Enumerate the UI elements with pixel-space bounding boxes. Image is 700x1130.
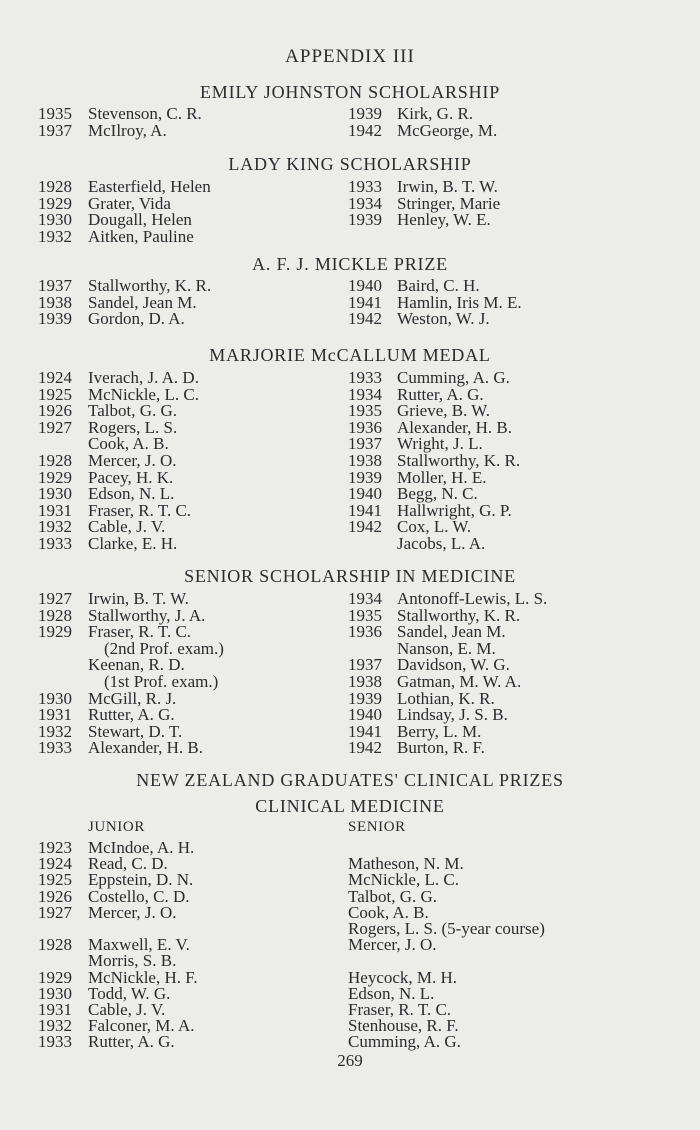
senior-name: Heycock, M. H. — [348, 967, 458, 987]
entry-name: Begg, N. C. — [397, 484, 478, 504]
entry-year: 1927 — [38, 902, 72, 922]
entry-year: 1942 — [348, 517, 382, 537]
senior-name: McNickle, L. C. — [348, 870, 459, 890]
entry-name: Rutter, A. G. — [397, 384, 484, 404]
entry-name: Fraser, R. T. C. — [88, 622, 192, 642]
junior-name: Todd, W. G. — [88, 983, 171, 1003]
entry-year: 1929 — [38, 622, 72, 642]
entry-name: Fraser, R. T. C. — [88, 500, 192, 520]
entry-year: 1930 — [38, 210, 72, 230]
appendix-title: APPENDIX III — [285, 46, 415, 67]
entry-name: Nanson, E. M. — [397, 638, 496, 658]
entry-year: 1941 — [348, 721, 382, 741]
junior-name: Falconer, M. A. — [88, 1016, 195, 1036]
entry-name: Hamlin, Iris M. E. — [397, 292, 522, 312]
entry-year: 1926 — [38, 886, 72, 906]
entry-year: 1927 — [38, 417, 72, 437]
entry-name: Kirk, G. R. — [397, 104, 474, 123]
entry-name: Aitken, Pauline — [88, 226, 194, 246]
entry-name: Dougall, Helen — [88, 210, 192, 230]
entry-year: 1940 — [348, 484, 382, 504]
entry-year: 1929 — [38, 467, 72, 487]
entry-year: 1929 — [38, 967, 72, 987]
entry-year: 1937 — [38, 276, 72, 295]
entry-year: 1927 — [38, 589, 72, 608]
entry-name: Baird, C. H. — [397, 276, 480, 295]
senior-name: Matheson, N. M. — [348, 854, 464, 874]
entry-year: 1924 — [38, 854, 72, 874]
senior-name: Talbot, G. G. — [348, 886, 437, 906]
entry-name: McNickle, L. C. — [88, 384, 199, 404]
entry-name: Iverach, J. A. D. — [88, 368, 199, 387]
entry-name: Henley, W. E. — [397, 210, 491, 230]
entry-name: Cumming, A. G. — [397, 368, 510, 387]
entry-name: Moller, H. E. — [397, 467, 487, 487]
entry-year: 1929 — [38, 193, 72, 213]
heading-mccallum-medal: MARJORIE McCALLUM MEDAL — [209, 345, 491, 365]
entry-year: 1941 — [348, 500, 382, 520]
senior-name: Rogers, L. S. (5-year course) — [348, 919, 545, 938]
senior-name: Cook, A. B. — [348, 902, 429, 922]
entry-year: 1939 — [348, 104, 382, 123]
entry-year: 1930 — [38, 983, 72, 1003]
entry-year: 1932 — [38, 721, 72, 741]
entry-year: 1931 — [38, 500, 72, 520]
entry-year: 1930 — [38, 484, 72, 504]
entry-year: 1933 — [38, 738, 72, 758]
entry-year: 1938 — [348, 672, 382, 691]
entry-year: 1936 — [348, 622, 382, 642]
entry-name: McGill, R. J. — [88, 688, 177, 708]
entry-name: Grater, Vida — [88, 193, 171, 213]
entry-name: Lindsay, J. S. B. — [397, 705, 508, 725]
entry-year: 1923 — [38, 838, 72, 857]
entry-year: 1937 — [348, 434, 382, 454]
entry-year: 1937 — [38, 120, 72, 140]
senior-name: Fraser, R. T. C. — [348, 1000, 452, 1019]
entry-name: Edson, N. L. — [88, 484, 175, 504]
entry-year: 1939 — [348, 467, 382, 487]
entry-name: Stallworthy, K. R. — [88, 276, 212, 295]
junior-name: Maxwell, E. V. — [88, 935, 190, 955]
entry-year: 1925 — [38, 384, 72, 404]
entry-year: 1939 — [348, 688, 382, 708]
entry-name: Keenan, R. D. — [88, 655, 185, 675]
heading-lady-king: LADY KING SCHOLARSHIP — [228, 154, 472, 174]
junior-name: Costello, C. D. — [88, 886, 190, 906]
entry-name: Burton, R. F. — [397, 738, 485, 758]
senior-name: Edson, N. L. — [348, 983, 435, 1003]
junior-name: Eppstein, D. N. — [88, 870, 194, 890]
senior-name: Stenhouse, R. F. — [348, 1016, 459, 1036]
junior-name: McNickle, H. F. — [88, 967, 198, 987]
entry-year: 1939 — [38, 309, 72, 329]
entry-year: 1930 — [38, 688, 72, 708]
entry-name: Hallwright, G. P. — [397, 500, 512, 520]
entry-year: 1942 — [348, 120, 382, 140]
junior-name: Read, C. D. — [88, 854, 168, 874]
entry-name: Talbot, G. G. — [88, 401, 177, 421]
entry-name: Grieve, B. W. — [397, 401, 491, 421]
entry-year: 1933 — [348, 177, 382, 196]
entry-name: Stallworthy, K. R. — [397, 451, 521, 470]
entry-year: 1938 — [38, 292, 72, 312]
page-number: 269 — [337, 1051, 363, 1070]
entry-year: 1934 — [348, 193, 382, 213]
entry-year: 1934 — [348, 384, 382, 404]
senior-name: Cumming, A. G. — [348, 1032, 461, 1052]
entry-year: 1939 — [348, 210, 382, 230]
entry-year: 1934 — [348, 589, 382, 608]
entry-name: (1st Prof. exam.) — [104, 672, 219, 691]
entry-year: 1924 — [38, 368, 72, 387]
entry-name: Easterfield, Helen — [88, 177, 211, 196]
entry-name: Davidson, W. G. — [397, 655, 510, 675]
entry-year: 1932 — [38, 1016, 72, 1036]
entry-year: 1936 — [348, 417, 382, 437]
entry-name: Stallworthy, J. A. — [88, 605, 206, 625]
entry-year: 1928 — [38, 605, 72, 625]
entry-year: 1931 — [38, 1000, 72, 1019]
entry-name: Gordon, D. A. — [88, 309, 185, 329]
junior-label: JUNIOR — [88, 819, 145, 835]
entry-name: Rutter, A. G. — [88, 705, 175, 725]
entry-name: Alexander, H. B. — [88, 738, 203, 758]
junior-name: Mercer, J. O. — [88, 902, 177, 922]
entry-year: 1942 — [348, 738, 382, 758]
entry-name: Sandel, Jean M. — [88, 292, 197, 312]
entry-year: 1941 — [348, 292, 382, 312]
entry-name: Antonoff-Lewis, L. S. — [397, 589, 548, 608]
entry-name: Stallworthy, K. R. — [397, 605, 521, 625]
entry-name: Pacey, H. K. — [88, 467, 174, 487]
entry-year: 1933 — [348, 368, 382, 387]
entry-year: 1933 — [38, 1032, 72, 1052]
junior-name: Rutter, A. G. — [88, 1032, 175, 1052]
entry-name: Stewart, D. T. — [88, 721, 183, 741]
entry-name: Lothian, K. R. — [397, 688, 495, 708]
entry-name: McIlroy, A. — [88, 120, 167, 140]
entry-year: 1935 — [348, 605, 382, 625]
entry-name: Alexander, H. B. — [397, 417, 512, 437]
junior-name: Cable, J. V. — [88, 1000, 166, 1019]
senior-label: SENIOR — [348, 819, 406, 835]
entry-name: Mercer, J. O. — [88, 451, 177, 470]
entry-year: 1931 — [38, 705, 72, 725]
entry-year: 1942 — [348, 309, 382, 329]
entry-name: McGeorge, M. — [397, 120, 498, 140]
entry-year: 1932 — [38, 517, 72, 537]
subheading-clinical-medicine: CLINICAL MEDICINE — [255, 796, 445, 816]
entry-name: (2nd Prof. exam.) — [104, 638, 224, 658]
senior-name: Mercer, J. O. — [348, 935, 437, 955]
entry-name: Wright, J. L. — [397, 434, 483, 454]
entry-year: 1926 — [38, 401, 72, 421]
entry-name: Stringer, Marie — [397, 193, 501, 213]
entry-year: 1928 — [38, 935, 72, 955]
entry-name: Irwin, B. T. W. — [397, 177, 498, 196]
entry-name: Rogers, L. S. — [88, 417, 178, 437]
heading-emily-johnston: EMILY JOHNSTON SCHOLARSHIP — [199, 82, 501, 102]
entry-year: 1937 — [348, 655, 382, 675]
entry-year: 1932 — [38, 226, 72, 246]
entry-year: 1938 — [348, 451, 382, 470]
entry-name: Cook, A. B. — [88, 434, 169, 454]
entry-name: Weston, W. J. — [397, 309, 490, 329]
entry-name: Irwin, B. T. W. — [88, 589, 189, 608]
entry-name: Stevenson, C. R. — [88, 104, 202, 123]
entry-name: Berry, L. M. — [397, 721, 482, 741]
junior-name: Morris, S. B. — [88, 951, 177, 971]
entry-name: Jacobs, L. A. — [397, 534, 486, 553]
entry-year: 1935 — [348, 401, 382, 421]
entry-year: 1940 — [348, 276, 382, 295]
entry-year: 1933 — [38, 534, 72, 553]
entry-name: Gatman, M. W. A. — [397, 672, 522, 691]
junior-name: McIndoe, A. H. — [88, 838, 195, 857]
entry-year: 1940 — [348, 705, 382, 725]
heading-senior-scholarship: SENIOR SCHOLARSHIP IN MEDICINE — [184, 566, 516, 586]
entry-name: Cox, L. W. — [397, 517, 472, 537]
entry-year: 1928 — [38, 177, 72, 196]
entry-name: Cable, J. V. — [88, 517, 166, 537]
heading-mickle-prize: A. F. J. MICKLE PRIZE — [252, 254, 448, 274]
entry-name: Sandel, Jean M. — [397, 622, 506, 642]
entry-year: 1925 — [38, 870, 72, 890]
heading-clinical-prizes: NEW ZEALAND GRADUATES' CLINICAL PRIZES — [136, 770, 564, 790]
entry-year: 1928 — [38, 451, 72, 470]
entry-name: Clarke, E. H. — [88, 534, 178, 553]
entry-year: 1935 — [38, 104, 72, 123]
